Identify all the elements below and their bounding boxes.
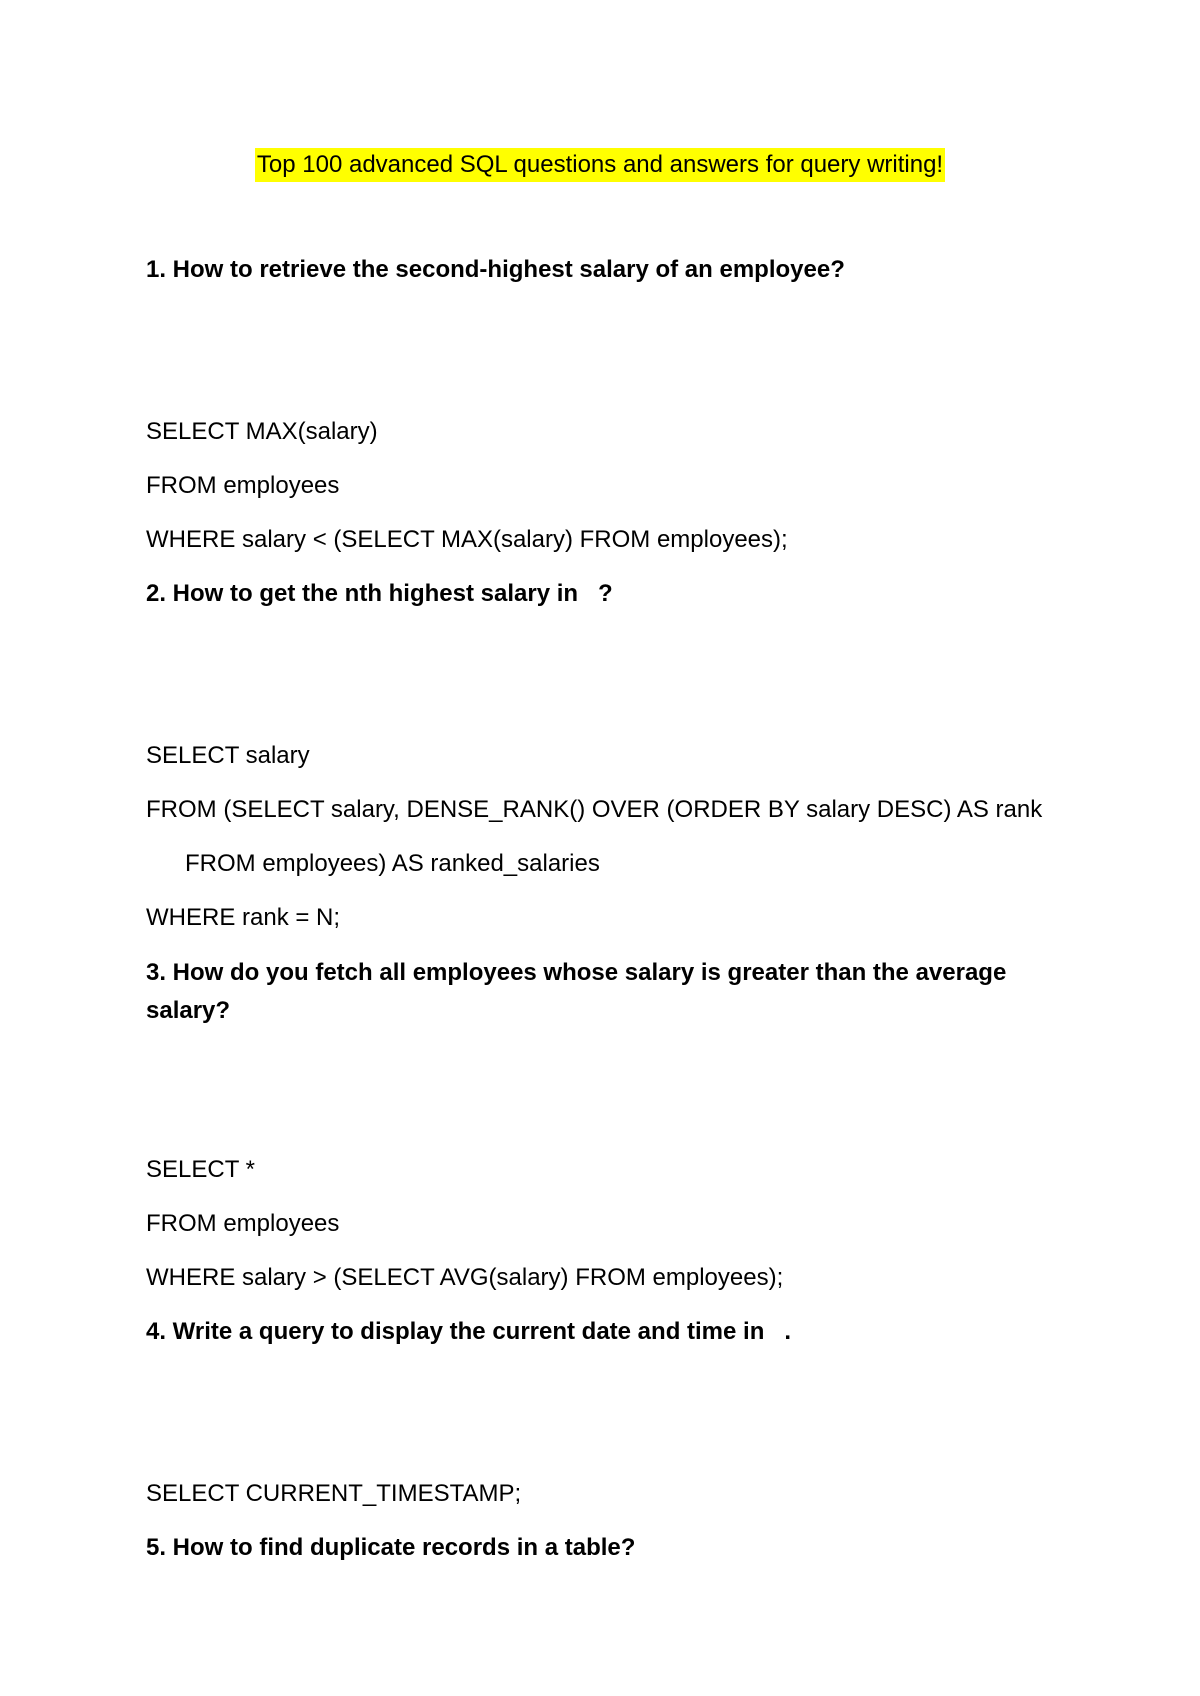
code-line: FROM (SELECT salary, DENSE_RANK() OVER (ORDER BY salary DESC) AS rank bbox=[146, 796, 1043, 823]
code-line: WHERE rank = N; bbox=[146, 904, 341, 931]
code-line: WHERE salary < (SELECT MAX(salary) FROM employees); bbox=[146, 526, 788, 553]
code-line: FROM employees bbox=[146, 472, 340, 499]
question-3: 3. How do you fetch all employees whose salary is greater than the average salary? bbox=[146, 959, 1007, 1024]
question-4: 4. Write a query to display the current date and time in . bbox=[146, 1318, 792, 1345]
question-2: 2. How to get the nth highest salary in ? bbox=[146, 580, 613, 607]
question-5: 5. How to find duplicate records in a table? bbox=[146, 1534, 636, 1561]
code-line: SELECT CURRENT_TIMESTAMP; bbox=[146, 1480, 522, 1507]
page-title: Top 100 advanced SQL questions and answers for query writing! bbox=[255, 148, 945, 182]
code-line: SELECT MAX(salary) bbox=[146, 418, 378, 445]
code-line: SELECT * bbox=[146, 1156, 255, 1183]
code-line: FROM employees) AS ranked_salaries bbox=[185, 850, 600, 877]
code-line: FROM employees bbox=[146, 1210, 340, 1237]
code-line: WHERE salary > (SELECT AVG(salary) FROM employees); bbox=[146, 1264, 784, 1291]
title-wrap bbox=[0, 148, 1200, 182]
question-1: 1. How to retrieve the second-highest salary of an employee? bbox=[146, 256, 845, 283]
code-line: SELECT salary bbox=[146, 742, 310, 769]
